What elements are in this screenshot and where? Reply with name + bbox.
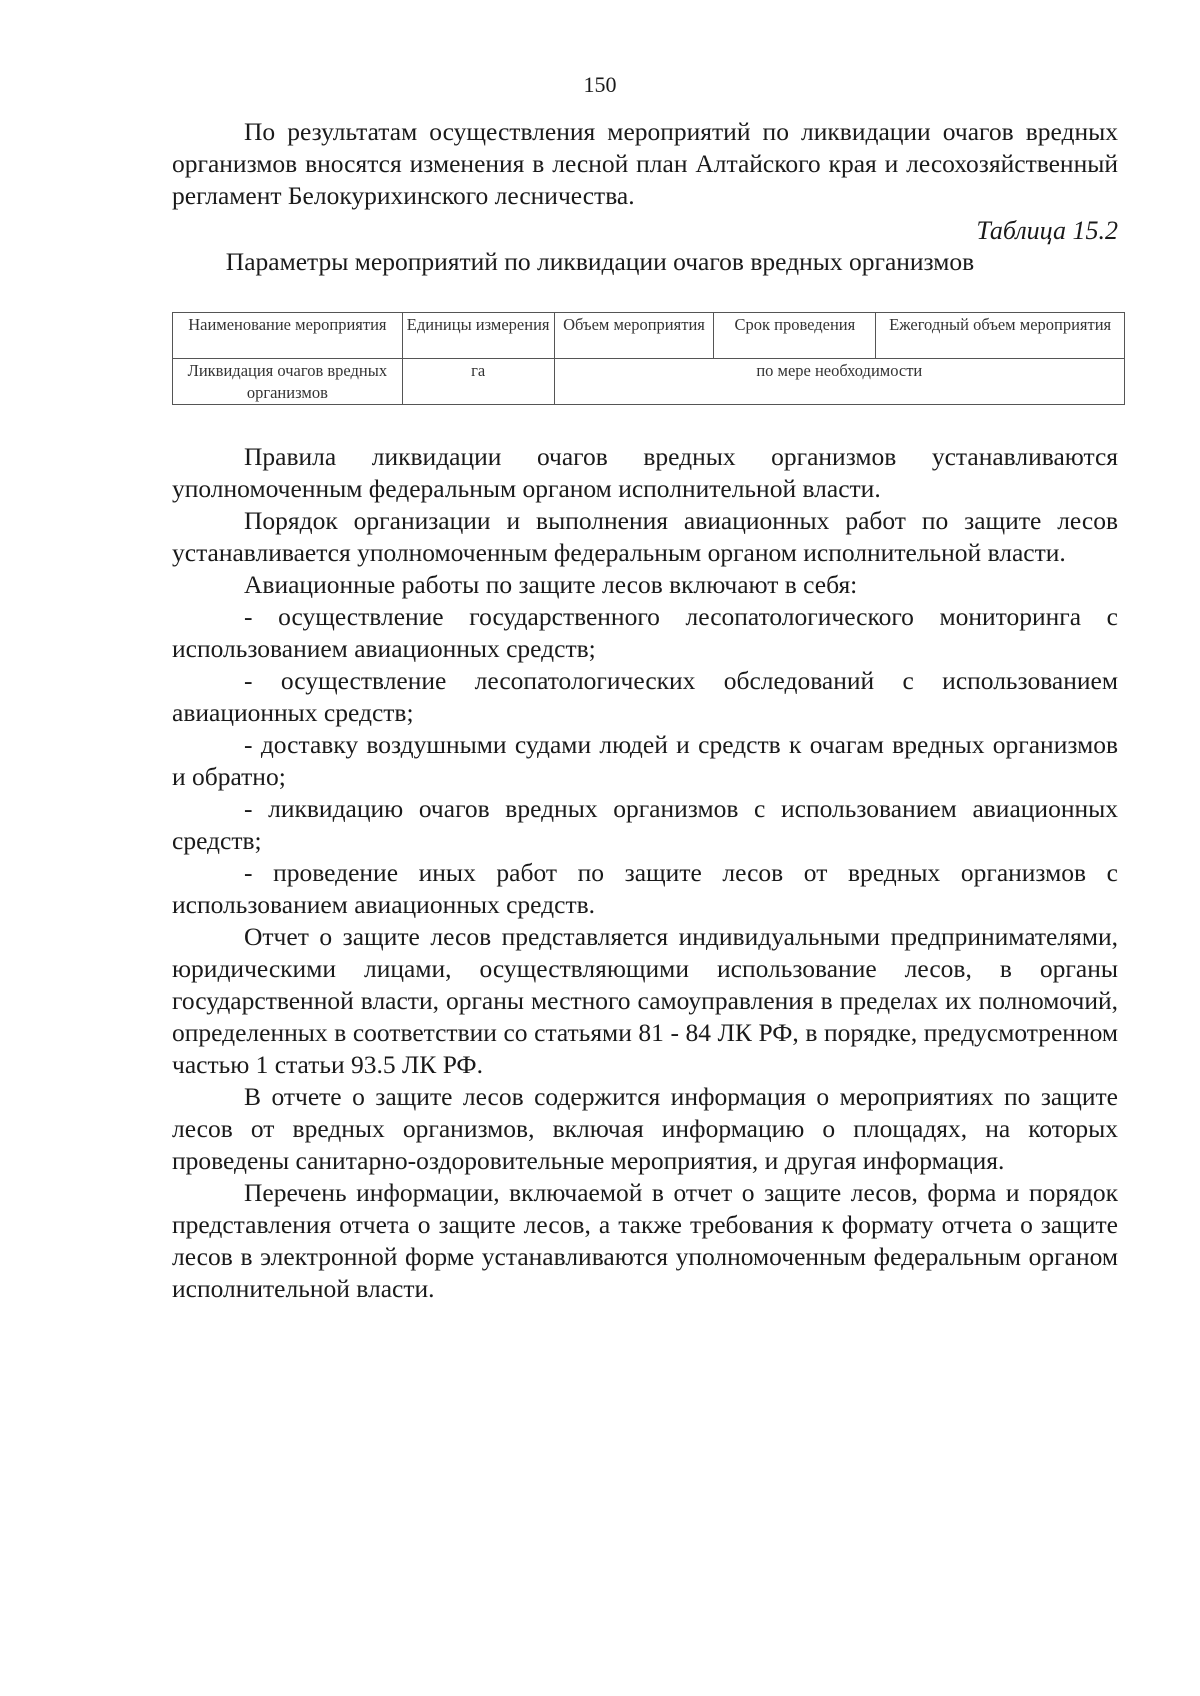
- body-text: [172, 441, 1118, 1305]
- table-cell-name: Ликвидация очагов вредных организмов: [173, 359, 403, 405]
- intro-paragraph: По результатам осуществления мероприятий по ликвидации очагов вредных организмов вносятся изменения в лесной план Алтайского края и лесохозяйственный регламент Белокурихинского лесничества.: [172, 117, 1118, 210]
- table-header-row: [173, 313, 1125, 359]
- list-item: - осуществление лесопатологических обследований с использованием авиационных средств;: [172, 666, 1118, 727]
- page-number: 150: [583, 72, 617, 97]
- paragraph: Правила ликвидации очагов вредных организмов устанавливаются уполномоченным федеральным органом исполнительной власти.: [172, 442, 1118, 503]
- paragraph: В отчете о защите лесов содержится информация о мероприятиях по защите лесов от вредных организмов, включая информацию о площадях, на которых проведены санитарно-оздоровительные мероприятия, и другая информация.: [172, 1082, 1118, 1175]
- list-item: - ликвидацию очагов вредных организмов с использованием авиационных средств;: [172, 794, 1118, 855]
- table-header-cell: Срок проведения: [714, 313, 876, 359]
- table-cell-merged: по мере необходимости: [554, 359, 1124, 405]
- paragraph: Отчет о защите лесов представляется индивидуальными предпринимателями, юридическими лицами, осуществляющими использование лесов, в органы государственной власти, органы местного самоуправления в пределах их полномочий, определенных в соответствии со статьями 81 - 84 ЛК РФ, в порядке, предусмотренном частью 1 статьи 93.5 ЛК РФ.: [172, 922, 1118, 1079]
- table-header-cell: Наименование мероприятия: [173, 313, 403, 359]
- table-header-cell: Объем мероприятия: [554, 313, 714, 359]
- measures-table: [172, 312, 1125, 405]
- table-header-cell: Единицы измерения: [402, 313, 554, 359]
- table-row: [173, 359, 1125, 405]
- list-item: - проведение иных работ по защите лесов от вредных организмов с использованием авиационных средств.: [172, 858, 1118, 919]
- paragraph: Авиационные работы по защите лесов включают в себя:: [244, 570, 858, 599]
- table-title: Параметры мероприятий по ликвидации очагов вредных организмов: [225, 247, 975, 276]
- table-caption: Таблица 15.2: [976, 216, 1118, 245]
- list-item: - доставку воздушными судами людей и средств к очагам вредных организмов и обратно;: [172, 730, 1118, 791]
- table-header-cell: Ежегодный объем мероприятия: [876, 313, 1125, 359]
- table-cell-unit: га: [402, 359, 554, 405]
- paragraph: Порядок организации и выполнения авиационных работ по защите лесов устанавливается уполномоченным федеральным органом исполнительной власти.: [172, 506, 1118, 567]
- list-item: - осуществление государственного лесопатологического мониторинга с использованием авиационных средств;: [172, 602, 1118, 663]
- intro-paragraph-block: [172, 116, 1118, 212]
- paragraph: Перечень информации, включаемой в отчет о защите лесов, форма и порядок представления отчета о защите лесов, а также требования к формату отчета о защите лесов в электронной форме устанавливаются уполномоченным федеральным органом исполнительной власти.: [172, 1178, 1118, 1303]
